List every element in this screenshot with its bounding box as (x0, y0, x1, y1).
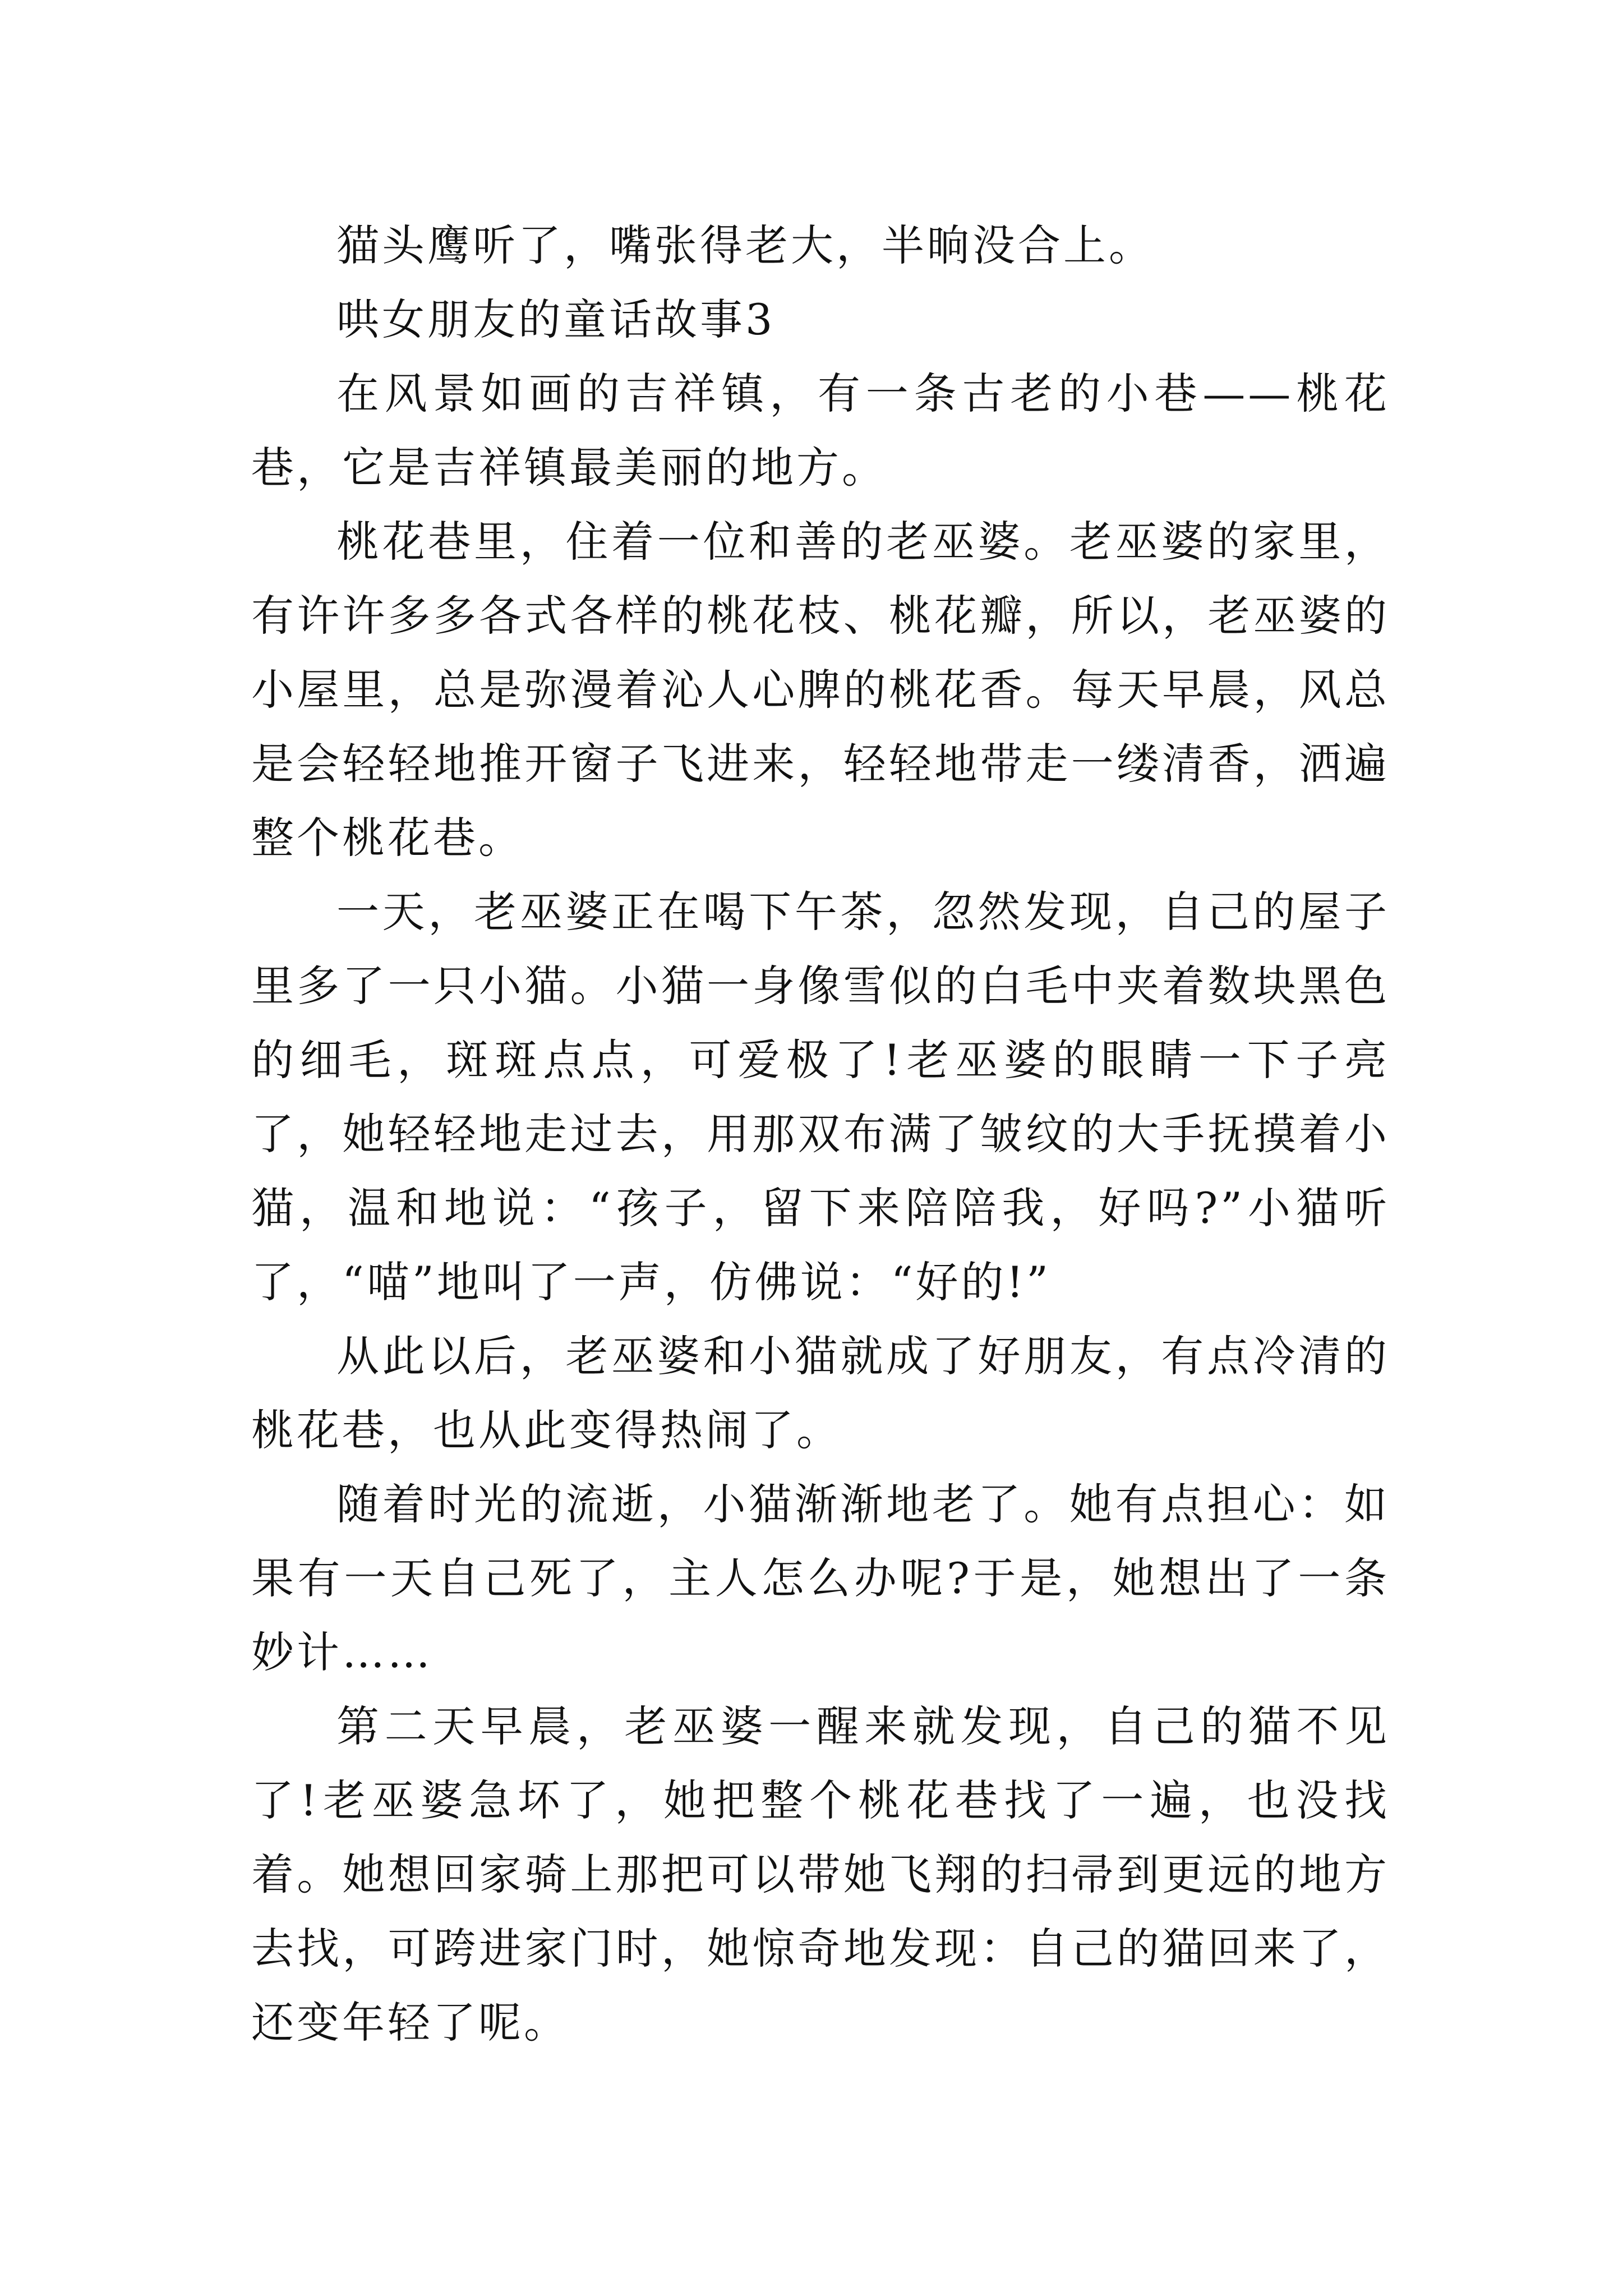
paragraph-1: 猫头鹰听了，嘴张得老大，半晌没合上。 (336, 220, 1154, 270)
paragraph-4: 一天，老巫婆正在喝下午茶，忽然发现，自己的屋子里多了一只小猫。小猫一身像雪似的白毛中夹着数块黑色的细毛，斑斑点点，可爱极了!老巫婆的眼睛一下子亮了，她轻轻地走过去，用那双布满了皱纹的大手抚摸着小猫，温和地说：“孩子，留下来陪陪我，好吗?”小猫听了，“喵”地叫了一声，仿佛说：“好的!” (251, 887, 1390, 1307)
paragraph-5: 从此以后，老巫婆和小猫就成了好朋友，有点冷清的桃花巷，也从此变得热闹了。 (251, 1331, 1390, 1455)
paragraph-3: 桃花巷里，住着一位和善的老巫婆。老巫婆的家里，有许许多多各式各样的桃花枝、桃花瓣，所以，老巫婆的小屋里，总是弥漫着沁人心脾的桃花香。每天早晨，风总是会轻轻地推开窗子飞进来，轻轻地带走一缕清香，洒遍整个桃花巷。 (251, 517, 1390, 863)
document-body (251, 209, 1390, 2060)
story-title: 哄女朋友的童话故事3 (336, 295, 776, 344)
paragraph-2: 在风景如画的吉祥镇，有一条古老的小巷——桃花巷，它是吉祥镇最美丽的地方。 (251, 369, 1390, 493)
paragraph-7: 第二天早晨，老巫婆一醒来就发现，自己的猫不见了!老巫婆急坏了，她把整个桃花巷找了一遍，也没找着。她想回家骑上那把可以带她飞翔的扫帚到更远的地方去找，可跨进家门时，她惊奇地发现：自己的猫回来了，还变年轻了呢。 (251, 1701, 1390, 2047)
paragraph-6: 随着时光的流逝，小猫渐渐地老了。她有点担心：如果有一天自己死了，主人怎么办呢?于是，她想出了一条妙计…… (251, 1479, 1390, 1677)
